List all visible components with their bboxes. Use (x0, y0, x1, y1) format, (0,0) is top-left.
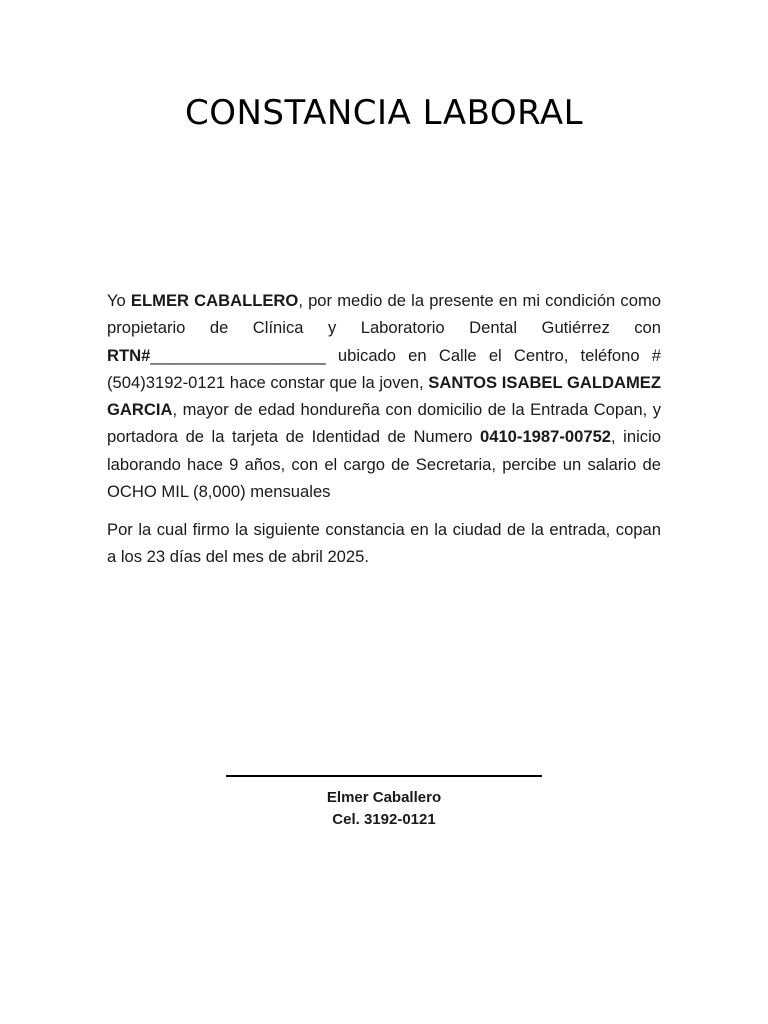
rtn-label: RTN# (107, 345, 151, 365)
document-title: CONSTANCIA LABORAL (184, 93, 584, 133)
paragraph-1-text-4: , mayor de edad hondureña con domicilio de la Entrada Copan, y portadora de la tarjeta de Identidad de Numero (107, 400, 661, 447)
paragraph-1-text-1: Yo (107, 291, 131, 310)
identity-number: 0410-1987-00752 (480, 427, 612, 447)
employer-name: ELMER CABALLERO (130, 291, 299, 310)
signature-line (226, 775, 542, 777)
signature-block (0, 760, 768, 831)
paragraph-1-text-5: , inicio laborando hace 9 años, con el cargo de Secretaria, percibe un salario de OCHO MIL (8,000) mensuales (107, 427, 661, 502)
signer-phone: Cel. 3192-0121 (332, 811, 436, 828)
paragraph-1-text-2: , por medio de la presente en mi condición como propietario de Clínica y Laboratorio Dental Gutiérrez con (107, 291, 661, 338)
body-paragraph-2: Por la cual firmo la siguiente constancia en la ciudad de la entrada, copan a los 23 días del mes de abril 2025. (107, 520, 661, 567)
paragraph-1-text-3: ___________________ ubicado en Calle el Centro, teléfono # (504)3192-0121 hace constar que la joven, (107, 345, 661, 392)
signer-name: Elmer Caballero (326, 789, 442, 806)
body-paragraph-1 (107, 287, 661, 505)
employee-name: SANTOS ISABEL GALDAMEZ GARCIA (107, 372, 661, 420)
